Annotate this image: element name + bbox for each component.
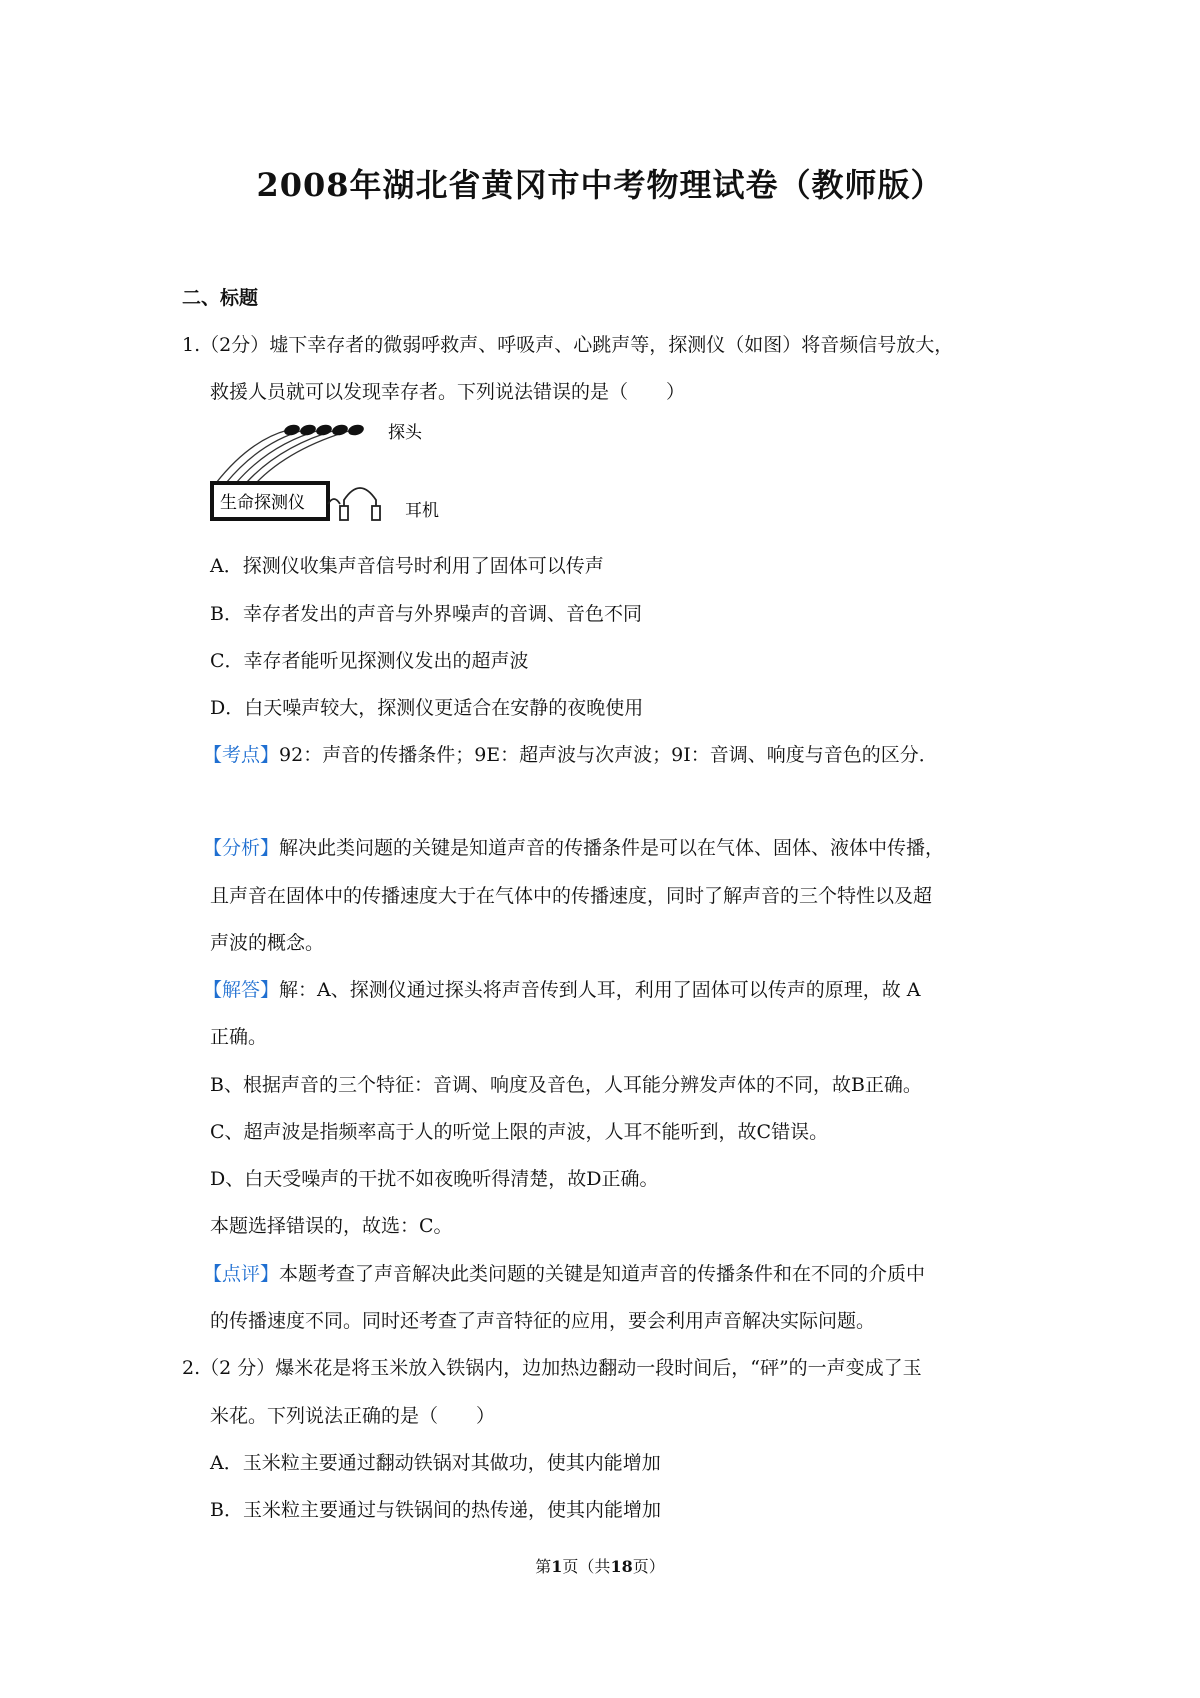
q1-jieda-line2: 正确。 [210, 1026, 268, 1048]
q1-jieda-b: B、根据声音的三个特征：音调、响度及音色，人耳能分辨发声体的不同，故B正确。 [210, 1074, 922, 1096]
q1-jieda-conclusion: 本题选择错误的，故选：C。 [210, 1215, 453, 1237]
q1-stem-line1: 1.（2分）墟下幸存者的微弱呼救声、呼吸声、心跳声等，探测仪（如图）将音频信号放大， [182, 334, 954, 356]
page-title: 2008年湖北省黄冈市中考物理试卷（教师版） [256, 166, 944, 204]
footer-page-total: 18 [610, 1557, 633, 1576]
detector-label: 生命探测仪 [220, 493, 305, 513]
jieda-tag: 【解答】 [203, 979, 280, 1001]
q1-option-c: C．幸存者能听见探测仪发出的超声波 [210, 650, 529, 672]
q1-option-a: A．探测仪收集声音信号时利用了固体可以传声 [210, 555, 604, 577]
kaodian-text: 92：声音的传播条件；9E：超声波与次声波；9I：音调、响度与音色的区分． [279, 744, 938, 766]
probe-cables [216, 430, 352, 483]
kaodian-tag: 【考点】 [203, 744, 280, 766]
q1-option-b: B．幸存者发出的声音与外界噪声的音调、音色不同 [210, 603, 642, 625]
q1-stem-line2: 救援人员就可以发现幸存者。下列说法错误的是（ ） [210, 381, 686, 403]
earphone-icon [328, 488, 380, 520]
page-footer [0, 1554, 1200, 1577]
fenxi-tag: 【分析】 [203, 837, 280, 859]
q1-fenxi-line2: 且声音在固体中的传播速度大于在气体中的传播速度，同时了解声音的三个特性以及超 [210, 885, 933, 907]
footer-page-number: 1 [551, 1557, 563, 1576]
footer-suffix: 页） [632, 1557, 665, 1576]
q1-kaodian [203, 742, 938, 768]
earphone-label: 耳机 [405, 501, 439, 521]
fenxi-text-1: 解决此类问题的关键是知道声音的传播条件是可以在气体、固体、液体中传播， [279, 837, 945, 859]
q1-dianping-line2: 的传播速度不同。同时还考查了声音特征的应用，要会利用声音解决实际问题。 [210, 1310, 876, 1332]
q1-figure-life-detector [210, 420, 450, 528]
q2-stem-line1: 2.（2 分）爆米花是将玉米放入铁锅内，边加热边翻动一段时间后，“砰”的一声变成了玉 [182, 1357, 922, 1379]
dianping-tag: 【点评】 [203, 1263, 280, 1285]
q1-jieda-c: C、超声波是指频率高于人的听觉上限的声波，人耳不能听到，故C错误。 [210, 1121, 829, 1143]
section-heading: 二、标题 [182, 287, 259, 309]
q1-fenxi-line3: 声波的概念。 [210, 932, 325, 954]
footer-middle: 页（共 [562, 1557, 611, 1576]
dianping-text-1: 本题考查了声音解决此类问题的关键是知道声音的传播条件和在不同的介质中 [279, 1263, 926, 1285]
q2-stem-line2: 米花。下列说法正确的是（ ） [210, 1405, 496, 1427]
q1-dianping-line1 [203, 1261, 925, 1287]
probe-heads [283, 423, 365, 437]
probe-label: 探头 [388, 423, 422, 443]
jieda-text-1: 解：A、探测仪通过探头将声音传到人耳，利用了固体可以传声的原理，故 A [279, 979, 921, 1001]
footer-prefix: 第 [535, 1557, 552, 1576]
q1-jieda-d: D、白天受噪声的干扰不如夜晚听得清楚，故D正确。 [210, 1168, 659, 1190]
q1-option-d: D．白天噪声较大，探测仪更适合在安静的夜晚使用 [210, 697, 644, 719]
q1-fenxi-line1 [203, 835, 944, 861]
q2-option-a: A．玉米粒主要通过翻动铁锅对其做功，使其内能增加 [210, 1452, 661, 1474]
q2-option-b: B．玉米粒主要通过与铁锅间的热传递，使其内能增加 [210, 1499, 661, 1521]
q1-jieda-line1 [203, 977, 921, 1003]
